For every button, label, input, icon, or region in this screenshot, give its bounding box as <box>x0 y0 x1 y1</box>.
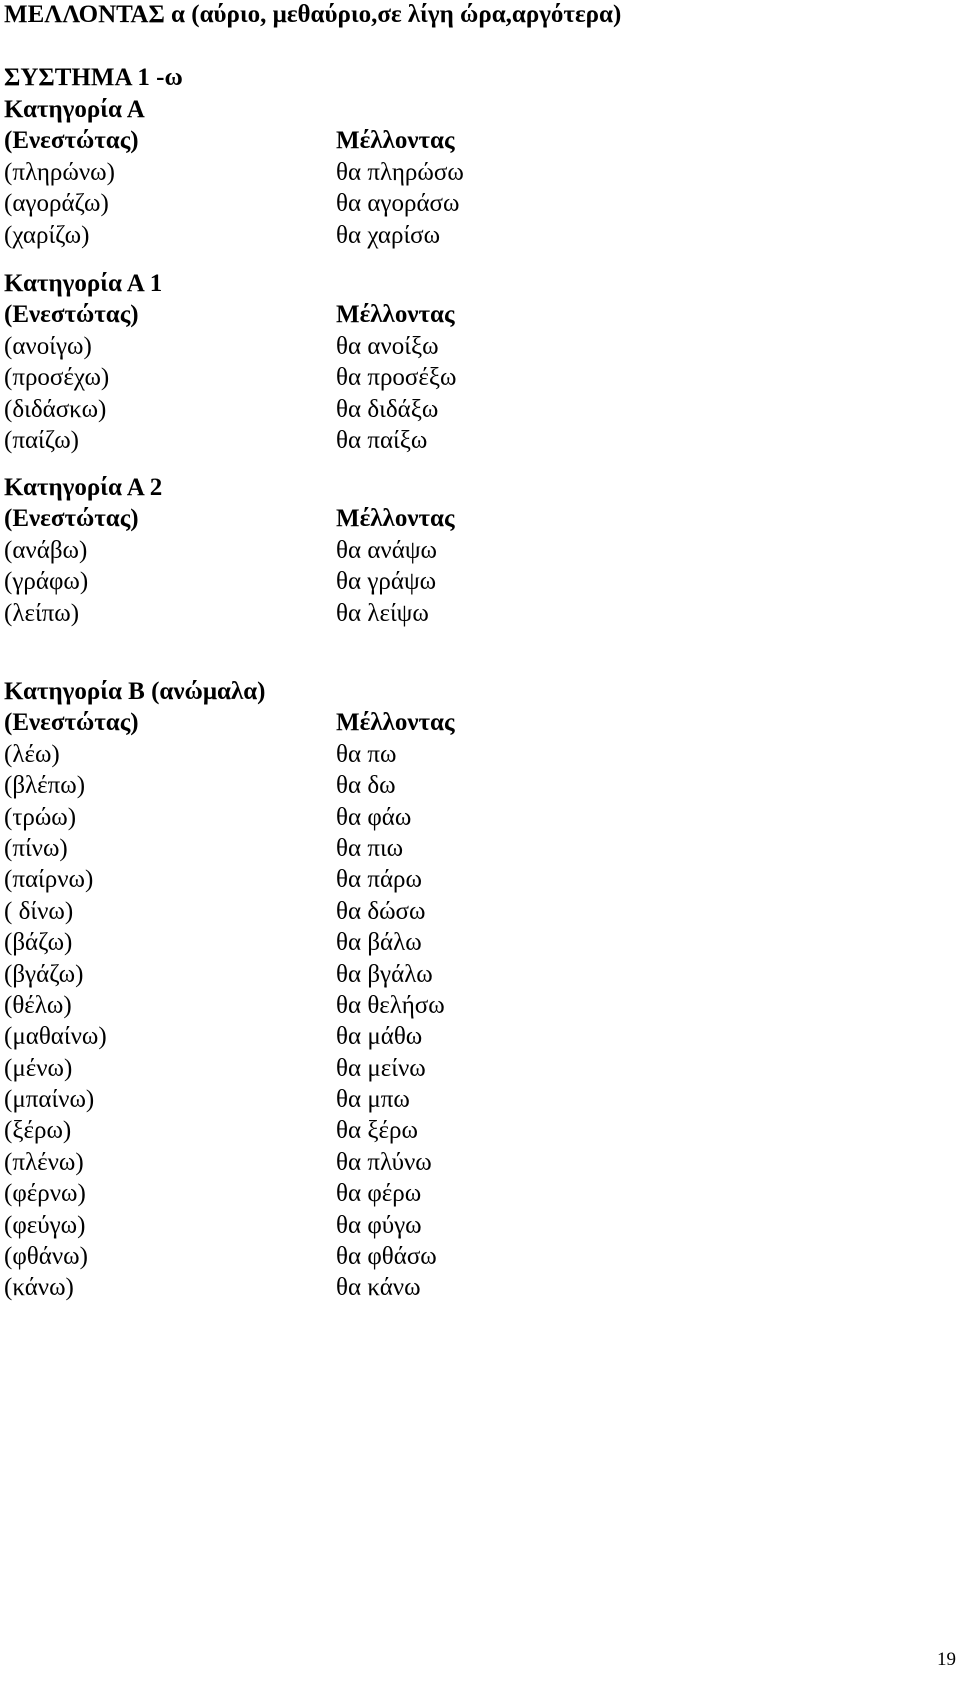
future-verb: θα γράψω <box>336 568 437 596</box>
verb-pair-row <box>4 362 704 393</box>
present-verb: (προσέχω) <box>4 364 110 392</box>
future-verb: θα δώσω <box>336 897 426 925</box>
present-verb: (φέρνω) <box>4 1180 86 1208</box>
category-heading: Κατηγορία Α 1 <box>4 270 163 297</box>
verb-pair-row <box>4 1115 704 1146</box>
future-verb: θα φάω <box>336 803 412 831</box>
future-verb: θα χαρίσω <box>336 221 441 249</box>
future-verb: θα μάθω <box>336 1023 423 1051</box>
future-verb: θα κάνω <box>336 1274 421 1302</box>
future-verb: θα μπω <box>336 1086 410 1114</box>
future-verb: θα πω <box>336 740 397 768</box>
present-verb: (βγάζω) <box>4 960 84 988</box>
present-verb: (αγοράζω) <box>4 190 109 218</box>
future-verb: θα μείνω <box>336 1054 426 1082</box>
future-verb: θα ανάψω <box>336 536 437 564</box>
category-section <box>4 472 704 629</box>
verb-pair-row <box>4 157 704 188</box>
present-verb: (λέω) <box>4 740 60 768</box>
verb-pair-row <box>4 833 704 864</box>
verb-pair-row <box>4 1241 704 1272</box>
category-heading: Κατηγορία Α 2 <box>4 474 163 501</box>
future-verb: θα πλύνω <box>336 1148 432 1176</box>
present-tense-header: (Ενεστώτας) <box>4 127 139 155</box>
present-verb: (πλένω) <box>4 1148 84 1176</box>
verb-pair-row <box>4 1021 704 1052</box>
verb-pair-row <box>4 1084 704 1115</box>
verb-pair-row <box>4 896 704 927</box>
future-verb: θα βάλω <box>336 929 422 957</box>
present-verb: (ανοίγω) <box>4 332 92 360</box>
verb-pair-row <box>4 535 704 566</box>
verb-pair-row <box>4 566 704 597</box>
page-number: 19 <box>937 1649 956 1670</box>
category-section <box>4 94 704 251</box>
present-verb: (πληρώνω) <box>4 158 115 186</box>
future-verb: θα αγοράσω <box>336 190 460 218</box>
future-tense-header: Μέλλοντας <box>336 127 455 155</box>
present-verb: (διδάσκω) <box>4 395 107 423</box>
present-verb: (παίρνω) <box>4 866 94 894</box>
present-verb: (τρώω) <box>4 803 77 831</box>
present-verb: (λείπω) <box>4 599 80 627</box>
category-section <box>4 676 704 1304</box>
category-heading-row <box>4 94 704 125</box>
verb-pair-row <box>4 864 704 895</box>
future-verb: θα πληρώσω <box>336 158 464 186</box>
verb-pair-row <box>4 1178 704 1209</box>
future-verb: θα διδάξω <box>336 395 439 423</box>
future-verb: θα πιω <box>336 834 404 862</box>
verb-pair-row <box>4 1147 704 1178</box>
verb-pair-row <box>4 739 704 770</box>
present-verb: ( δίνω) <box>4 897 74 925</box>
page-title: ΜΕΛΛΟΝΤΑΣ α (αύριο, μεθαύριο,σε λίγη ώρα,αργότερα) <box>4 1 622 28</box>
future-verb: θα ξέρω <box>336 1117 418 1145</box>
present-verb: (κάνω) <box>4 1274 74 1302</box>
present-tense-header: (Ενεστώτας) <box>4 709 139 737</box>
future-verb: θα φθάσω <box>336 1243 437 1271</box>
category-heading-row <box>4 676 704 707</box>
future-verb: θα πάρω <box>336 866 422 894</box>
present-verb: (φθάνω) <box>4 1243 88 1271</box>
present-verb: (μπαίνω) <box>4 1086 95 1114</box>
present-verb: (μαθαίνω) <box>4 1023 107 1051</box>
verb-pair-row <box>4 1210 704 1241</box>
future-tense-header: Μέλλοντας <box>336 709 455 737</box>
category-heading-row <box>4 472 704 503</box>
present-verb: (βάζω) <box>4 929 73 957</box>
future-verb: θα ανοίξω <box>336 332 439 360</box>
present-verb: (παίζω) <box>4 426 79 454</box>
verb-pair-row <box>4 802 704 833</box>
future-verb: θα θελήσω <box>336 991 445 1019</box>
present-verb: (βλέπω) <box>4 772 86 800</box>
future-verb: θα φύγω <box>336 1211 422 1239</box>
column-header-row <box>4 503 704 534</box>
future-verb: θα λείψω <box>336 599 429 627</box>
future-tense-header: Μέλλοντας <box>336 301 455 329</box>
verb-pair-row <box>4 598 704 629</box>
future-verb: θα δω <box>336 772 396 800</box>
column-header-row <box>4 299 704 330</box>
present-verb: (μένω) <box>4 1054 73 1082</box>
verb-pair-row <box>4 770 704 801</box>
category-heading: Κατηγορία Α <box>4 96 145 123</box>
present-tense-header: (Ενεστώτας) <box>4 301 139 329</box>
present-verb: (χαρίζω) <box>4 221 90 249</box>
verb-pair-row <box>4 959 704 990</box>
present-verb: (θέλω) <box>4 991 72 1019</box>
present-verb: (ανάβω) <box>4 536 88 564</box>
present-verb: (φεύγω) <box>4 1211 86 1239</box>
category-heading-row <box>4 268 704 299</box>
verb-pair-row <box>4 927 704 958</box>
verb-pair-row <box>4 990 704 1021</box>
present-verb: (πίνω) <box>4 834 68 862</box>
verb-pair-row <box>4 1272 704 1303</box>
verb-pair-row <box>4 188 704 219</box>
category-section <box>4 268 704 456</box>
future-verb: θα φέρω <box>336 1180 422 1208</box>
column-header-row <box>4 707 704 738</box>
present-tense-header: (Ενεστώτας) <box>4 505 139 533</box>
future-verb: θα προσέξω <box>336 364 457 392</box>
verb-pair-row <box>4 331 704 362</box>
future-verb: θα παίξω <box>336 426 428 454</box>
present-verb: (γράφω) <box>4 568 89 596</box>
category-heading: Κατηγορία Β (ανώμαλα) <box>4 678 266 705</box>
verb-pair-row <box>4 220 704 251</box>
verb-pair-row <box>4 425 704 456</box>
system-title: ΣΥΣΤΗΜΑ 1 -ω <box>4 64 183 91</box>
column-header-row <box>4 125 704 156</box>
future-tense-header: Μέλλοντας <box>336 505 455 533</box>
verb-pair-row <box>4 1053 704 1084</box>
verb-pair-row <box>4 394 704 425</box>
present-verb: (ξέρω) <box>4 1117 72 1145</box>
future-verb: θα βγάλω <box>336 960 433 988</box>
